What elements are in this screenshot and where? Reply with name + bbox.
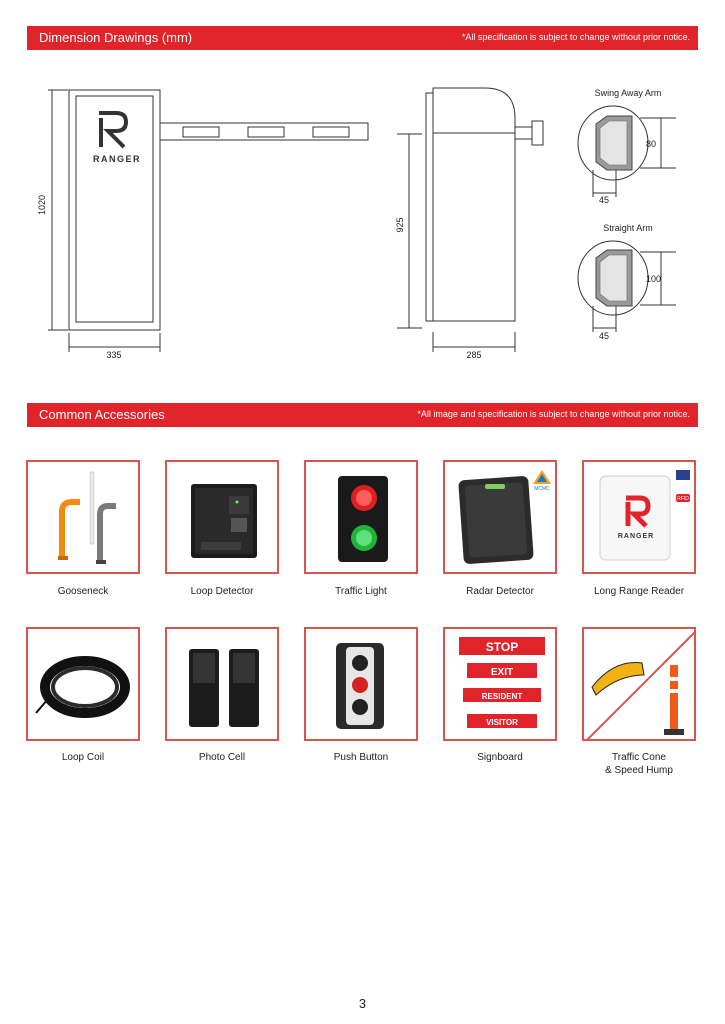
- accessory-label-radar-detector: Radar Detector: [466, 586, 534, 597]
- front-width-label: 335: [106, 350, 122, 360]
- side-width-label: 285: [466, 350, 482, 360]
- section-note: *All image and specification is subject to change without prior notice.: [417, 409, 690, 419]
- accessory-label-gooseneck: Gooseneck: [57, 586, 109, 597]
- radar-badge-text: MCMC: [534, 486, 550, 492]
- accessory-label-photo-cell: Photo Cell: [198, 752, 246, 763]
- ranger-logo: [99, 113, 126, 147]
- accessory-label-signboard: Signboard: [477, 752, 523, 763]
- sign-exit: EXIT: [490, 667, 514, 678]
- page-number: 3: [358, 996, 367, 1011]
- sign-resident: RESIDENT: [481, 692, 523, 701]
- accessory-label-loop-detector: Loop Detector: [190, 586, 254, 597]
- long-range-reader-image: [582, 460, 696, 574]
- swing-height-label: 80: [646, 139, 657, 149]
- push-button-image: [304, 627, 418, 741]
- section-title: Common Accessories: [39, 407, 165, 422]
- signboard-image: [443, 627, 557, 741]
- common-accessories-header: [27, 403, 698, 427]
- accessory-label-traffic-light: Traffic Light: [335, 586, 387, 597]
- accessory-label-loop-coil: Loop Coil: [61, 752, 105, 763]
- dimension-drawings: [0, 0, 725, 370]
- accessory-label-push-button: Push Button: [333, 752, 389, 763]
- gooseneck-image: [26, 460, 140, 574]
- loop-coil-image: [26, 627, 140, 741]
- traffic-cone-image: [582, 627, 696, 741]
- straight-arm-label: Straight Arm: [603, 223, 653, 233]
- section-note: *All specification is subject to change without prior notice.: [461, 32, 690, 42]
- reader-logo-text: RANGER: [617, 533, 655, 540]
- front-height-label: 1020: [37, 194, 47, 216]
- photo-cell-image: [165, 627, 279, 741]
- section-title: Dimension Drawings (mm): [39, 30, 193, 45]
- straight-height-label: 100: [646, 274, 662, 284]
- sign-visitor: VISITOR: [486, 718, 518, 727]
- reader-badge-text: RFID: [677, 496, 689, 502]
- accessory-label-traffic-cone-speed-hump: Traffic Cone & Speed Hump: [605, 752, 673, 776]
- cabinet-logo-text: RANGER: [92, 154, 142, 164]
- radar-detector-image: [443, 460, 557, 574]
- swing-arm-label: Swing Away Arm: [594, 88, 662, 98]
- sign-stop: STOP: [485, 640, 519, 654]
- side-height-label: 925: [395, 217, 405, 233]
- swing-width-label: 45: [598, 195, 610, 205]
- straight-width-label: 45: [598, 331, 610, 341]
- loop-detector-image: [165, 460, 279, 574]
- accessory-label-long-range-reader: Long Range Reader: [593, 586, 685, 597]
- traffic-light-image: [304, 460, 418, 574]
